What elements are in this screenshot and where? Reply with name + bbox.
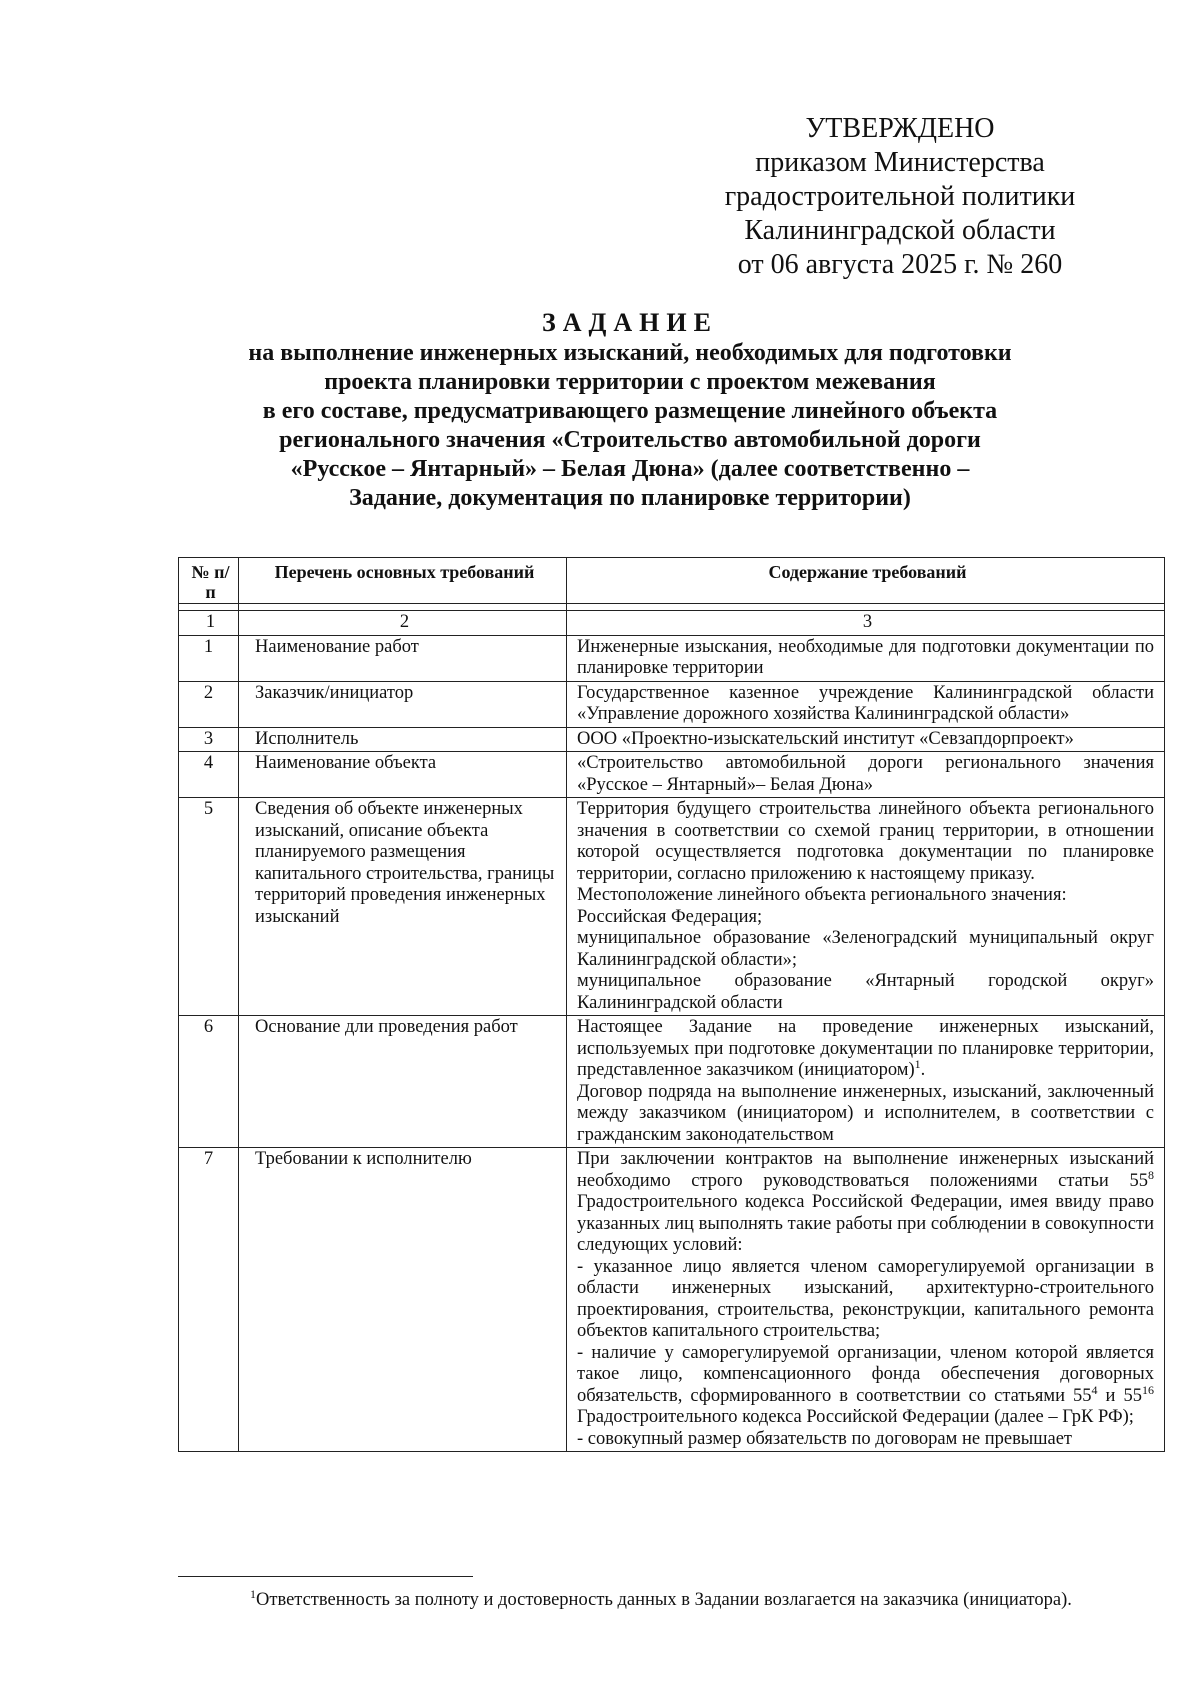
content-text: При заключении контрактов на выполнение инженерных изысканий необходимо строго руководствоваться положениями статьи 55 [577, 1149, 1154, 1191]
footnote-mark: 1 [250, 1586, 256, 1601]
table-header-row [179, 558, 1165, 604]
row-item: Исполнитель [239, 727, 567, 752]
row-number: 2 [179, 681, 239, 727]
content-paragraph: Российская Федерация; [577, 906, 763, 927]
row-content [567, 798, 1165, 1016]
table-row [179, 681, 1165, 727]
column-number: 3 [567, 611, 1165, 636]
row-content [567, 1016, 1165, 1148]
requirements-table [178, 557, 1165, 1452]
row-number: 7 [179, 1148, 239, 1452]
row-content [567, 681, 1165, 727]
table-row [179, 798, 1165, 1016]
content-paragraph: Территория будущего строительства линейного объекта регионального значения в соответствии со схемой границ территории, в отношении которой осуществляется подготовка документации по планировке территории, согласно приложению к настоящему приказу. [577, 799, 1154, 884]
row-number: 4 [179, 752, 239, 798]
row-item: Заказчик/инициатор [239, 681, 567, 727]
content-paragraph: Местоположение линейного объекта регионального значения: [577, 885, 1067, 905]
footnote-text: Ответственность за полноту и достоверность данных в Задании возлагается на заказчика (инициатора). [256, 1590, 1072, 1610]
header-num: № п/п [179, 558, 239, 604]
footnote-divider [178, 1576, 473, 1577]
title-line: проекта планировки территории с проектом межевания [324, 369, 936, 395]
title-line: «Русское – Янтарный» – Белая Дюна» (далее соответственно – [290, 456, 970, 482]
row-content [567, 752, 1165, 798]
content-text: и 55 [1097, 1385, 1142, 1406]
row-item: Требовании к исполнителю [239, 1148, 567, 1452]
approval-line: градостроительной политики [724, 181, 1076, 212]
row-number: 5 [179, 798, 239, 1016]
header-content: Содержание требований [567, 558, 1165, 604]
title-line: на выполнение инженерных изысканий, необходимых для подготовки [248, 340, 1012, 366]
row-content [567, 635, 1165, 681]
document-title [200, 308, 1060, 513]
content-paragraph [577, 1343, 1154, 1429]
content-paragraph: Договор подряда на выполнение инженерных, изысканий, заключенный между заказчиком (инициатором) и исполнителем, в соответствии с гражданским законодательством [577, 1081, 1154, 1145]
row-number: 3 [179, 727, 239, 752]
header-item: Перечень основных требований [239, 558, 567, 604]
superscript: 8 [1148, 1167, 1154, 1182]
row-item: Сведения об объекте инженерных изысканий, описание объекта планируемого размещения капитального строительства, границы территорий проведения инженерных изысканий [239, 798, 567, 1016]
content-paragraph: Инженерные изыскания, необходимые для подготовки документации по планировке территории [577, 636, 1154, 678]
table-row [179, 727, 1165, 752]
table-separator [179, 604, 1165, 611]
row-number: 6 [179, 1016, 239, 1148]
table-row [179, 1148, 1165, 1452]
title-main: ЗАДАНИЕ [542, 308, 718, 337]
content-paragraph: муниципальное образование «Янтарный городской округ» Калининградской области [577, 971, 1154, 1013]
content-text: Градостроительного кодекса Российской Федерации (далее – ГрК РФ); [577, 1407, 1134, 1427]
content-paragraph [577, 1149, 1154, 1257]
row-item: Наименование работ [239, 635, 567, 681]
content-paragraph: - указанное лицо является членом саморегулируемой организации в области инженерных изысканий, архитектурно-строительного проектирования, строительства, реконструкции, капитального ремонта объектов капитального строительства; [577, 1256, 1154, 1341]
title-line: Задание, документация по планировке территории) [349, 485, 911, 511]
row-number: 1 [179, 635, 239, 681]
column-number-row [179, 611, 1165, 636]
content-paragraph [577, 1017, 1154, 1082]
column-number: 1 [179, 611, 239, 636]
content-text: Настоящее Задание на проведение инженерных изысканий, используемых при подготовке документации по планировке территории, представленное заказчиком (инициатором) [577, 1017, 1154, 1080]
content-paragraph: Государственное казенное учреждение Калининградской области «Управление дорожного хозяйства Калининградской области» [577, 682, 1154, 724]
approval-line: приказом Министерства [755, 147, 1045, 178]
content-text: . [920, 1060, 926, 1080]
content-paragraph: ООО «Проектно-изыскательский институт «Севзапдорпроект» [577, 728, 1074, 749]
table-row [179, 1016, 1165, 1148]
superscript: 4 [1091, 1382, 1098, 1397]
content-paragraph: муниципальное образование «Зеленоградский муниципальный округ Калининградской области»; [577, 928, 1154, 970]
content-text: - наличие у саморегулируемой организации, членом которой является такое лицо, компенсационного фонда обеспечения договорных обязательств, сформированного в соответствии со статьями 55 [577, 1342, 1154, 1406]
row-content [567, 727, 1165, 752]
approval-stamp [700, 112, 1100, 282]
title-line: регионального значения «Строительство автомобильной дороги [279, 427, 981, 453]
approval-title: УТВЕРЖДЕНО [805, 113, 995, 144]
content-paragraph: - совокупный размер обязательств по договорам не превышает [577, 1428, 1072, 1449]
column-number: 2 [239, 611, 567, 636]
approval-date: от 06 августа 2025 г. № 260 [737, 249, 1063, 280]
table-row [179, 752, 1165, 798]
title-line: в его составе, предусматривающего размещение линейного объекта [262, 398, 998, 424]
row-content [567, 1148, 1165, 1452]
footnote-ref: 1 [914, 1056, 921, 1071]
approval-line: Калининградской области [744, 215, 1056, 246]
content-text: Градостроительного кодекса Российской Федерации, имея ввиду право указанных лиц выполнять такие работы при соблюдении в совокупности следующих условий: [577, 1192, 1154, 1255]
content-paragraph: «Строительство автомобильной дороги регионального значения «Русское – Янтарный»– Белая Дюна» [577, 753, 1154, 795]
footnote [250, 1586, 1170, 1611]
superscript: 16 [1141, 1382, 1154, 1397]
row-item: Наименование объекта [239, 752, 567, 798]
table-row [179, 635, 1165, 681]
row-item: Основание дли проведения работ [239, 1016, 567, 1148]
